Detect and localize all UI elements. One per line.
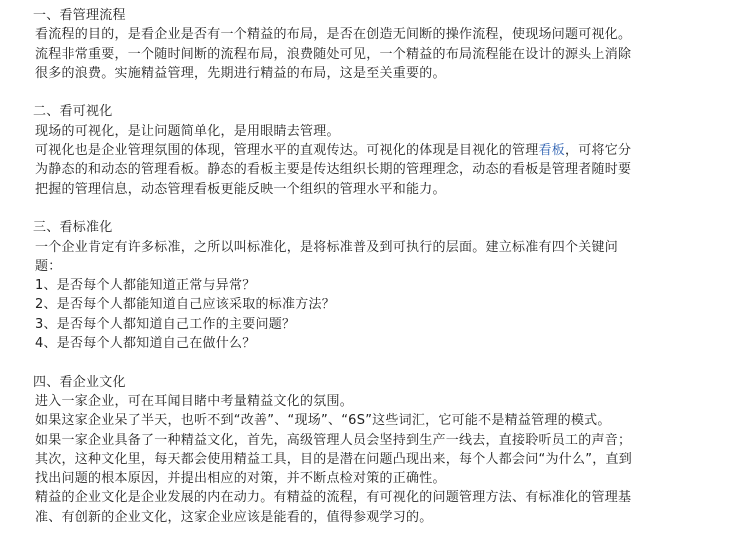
- paragraph-line: 准、有创新的企业文化，这家企业应该是能看的，值得参观学习的。: [35, 509, 433, 525]
- section-spacer: [35, 353, 725, 372]
- link-line-text-before: 可视化也是企业管理氛围的体现，管理水平的直观传达。可视化的体现是目视化的管理: [35, 143, 539, 159]
- list-item: 2、是否每个人都能知道自己应该采取的标准方法？: [35, 297, 336, 313]
- section-heading-process: 一、看管理流程: [33, 8, 126, 23]
- paragraph-line: 流程非常重要，一个随时间断的流程布局，浪费随处可见，一个精益的布局流程能在设计的源头上消除: [35, 46, 632, 62]
- paragraph-line: 为静态的和动态的管理看板。静态的看板主要是传达组织长期的管理理念，动态的看板是管理者随时要: [35, 162, 632, 178]
- paragraph-line: 进入一家企业，可在耳闻目睹中考量精益文化的氛围。: [35, 393, 354, 409]
- section-heading-visualization: 二、看可视化: [33, 104, 113, 120]
- paragraph-line-with-link: [35, 141, 725, 160]
- paragraph-line: 把握的管理信息，动态管理看板更能反映一个组织的管理水平和能力。: [35, 181, 446, 197]
- list-item: 4、是否每个人都知道自己在做什么？: [35, 336, 256, 352]
- list-item: 1、是否每个人都能知道正常与异常？: [35, 278, 256, 294]
- section-spacer: [35, 83, 725, 102]
- paragraph-line: 题：: [35, 258, 62, 274]
- paragraph-line: 一个企业肯定有许多标准，之所以叫标准化，是将标准普及到可执行的层面。建立标准有四个关键问: [35, 239, 619, 255]
- kanban-link[interactable]: 看板: [538, 143, 566, 159]
- list-item: 3、是否每个人都知道自己工作的主要问题？: [35, 316, 296, 332]
- link-line-text-after: ，可将它分: [565, 143, 632, 159]
- paragraph-line: 看流程的目的，是看企业是否有一个精益的布局，是否在创造无间断的操作流程，使现场问题可视化。: [35, 27, 632, 43]
- paragraph-line: 精益的企业文化是企业发展的内在动力。有精益的流程，有可视化的问题管理方法、有标准化的管理基: [35, 490, 632, 506]
- paragraph-line: 如果一家企业具备了一种精益文化，首先，高级管理人员会坚持到生产一线去，直接聆听员工的声音；: [35, 432, 632, 448]
- section-spacer: [35, 199, 725, 218]
- paragraph-line: 现场的可视化，是让问题简单化，是用眼睛去管理。: [35, 123, 340, 139]
- paragraph-line: 其次，这种文化里，每天都会使用精益工具，目的是潜在问题凸现出来，每个人都会问“为什么”，直到: [35, 451, 632, 467]
- paragraph-line: 很多的浪费。实施精益管理，先期进行精益的布局，这是至关重要的。: [35, 65, 446, 81]
- article-body: [35, 6, 725, 527]
- section-heading-standardization: 三、看标准化: [33, 220, 113, 236]
- section-heading-culture: 四、看企业文化: [33, 374, 126, 390]
- paragraph-line: 找出问题的根本原因，并提出相应的对策，并不断点检对策的正确性。: [35, 471, 446, 487]
- paragraph-line: 如果这家企业呆了半天，也听不到“改善”、“现场”、“6S”这些词汇，它可能不是精益管理的模式。: [35, 413, 611, 429]
